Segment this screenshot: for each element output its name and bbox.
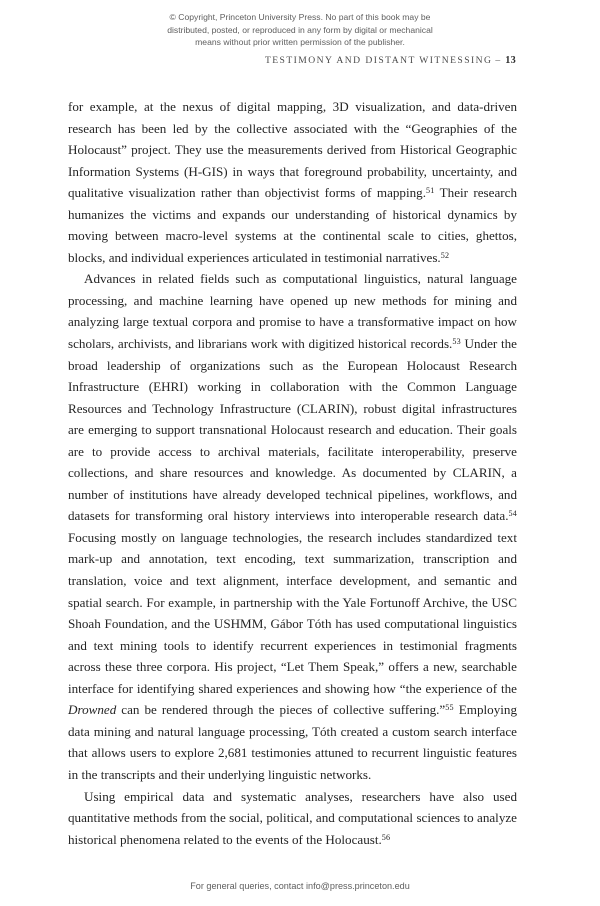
paragraph-2-text-part-1: Advances in related fields such as computational linguistics, natural language processing, and machine learning have opened up new methods for mining and analyzing large textual corpora and promise to have a transformative impact on how scholars, archivists, and librarians work with digitized historical records. [68,271,517,352]
footnote-marker-55[interactable]: 55 [445,703,454,713]
footnote-marker-54[interactable]: 54 [508,509,517,519]
paragraph-2-text-part-5: Employing data mining and natural language processing, Tóth created a custom search interface that allows users to explore 2,681 testimonies attuned to recurrent linguistic features in the transcripts and their underlying linguistic networks. [68,702,517,782]
running-head [68,55,516,66]
page-footer: For general queries, contact info@press.princeton.edu [190,881,410,891]
body-text [68,96,517,850]
running-head-title: TESTIMONY AND DISTANT WITNESSING [264,55,493,66]
copyright-line-3: means without prior written permission of the publisher. [195,37,405,48]
paragraph-3-text-part-1: Using empirical data and systematic analyses, researchers have also used quantitative methods from the social, political, and computational sciences to analyze historical phenomena related to the events of the Holocaust. [68,788,517,847]
copyright-line-1: © Copyright, Princeton University Press. No part of this book may be [169,12,431,22]
paragraph-1 [68,96,517,268]
paragraph-2-text-part-4: can be rendered through the pieces of collective suffering.” [116,702,446,718]
footnote-marker-53[interactable]: 53 [452,336,461,346]
paragraph-2-text-part-2: Under the broad leadership of organizations such as the European Holocaust Research Infrastructure (EHRI) working in collaboration with the Common Language Resources and Technology Infrastructure (CLARIN), robust digital infrastructures are emerging to support transnational Holocaust research and education. Their goals are to provide access to archival materials, facilitate interoperability, preserve collections, and share resources and knowledge. As documented by CLARIN, a number of institutions have already developed technical pipelines, workflows, and datasets for transforming oral history interviews into interoperable research data. [68,336,517,524]
running-head-separator: – [495,55,501,66]
paragraph-1-text-part-2: Their research humanizes the victims and expands our understanding of historical dynamics by moving between macro-level systems at the continental scale to cities, ghettos, blocks, and individual experiences articulated in testimonial narratives. [68,185,517,265]
italic-term-drowned: Drowned [68,702,117,718]
copyright-notice [128,11,472,49]
footnote-marker-52[interactable]: 52 [440,250,450,260]
paragraph-1-text-part-1: for example, at the nexus of digital mapping, 3D visualization, and data-driven research has been led by the collective associated with the “Geographies of the Holocaust” project. They use the measurements derived from Historical Geographic Information Systems (H-GIS) in ways that foreground probability, uncertainty, and qualitative visualization rather than objectivist forms of mapping. [68,99,517,201]
paragraph-2 [68,268,517,785]
page-number: 13 [505,55,516,66]
footnote-marker-51[interactable]: 51 [426,185,435,195]
copyright-line-2: distributed, posted, or reproduced in any form by digital or mechanical [167,24,433,35]
paragraph-2-text-part-3: Focusing mostly on language technologies, the research includes standardized text mark-up and annotation, text encoding, text summarization, transcription and translation, voice and text alignment, interface development, and semantic and spatial search. For example, in partnership with the Yale Fortunoff Archive, the USC Shoah Foundation, and the USHMM, Gábor Tóth has used computational linguistics and text mining tools to identify recurrent experiences in testimonial fragments across these three corpora. His project, “Let Them Speak,” offers a new, searchable interface for identifying shared experiences and showing how “the experience of the [68,529,517,696]
paragraph-3 [68,786,517,851]
footnote-marker-56[interactable]: 56 [381,832,391,842]
